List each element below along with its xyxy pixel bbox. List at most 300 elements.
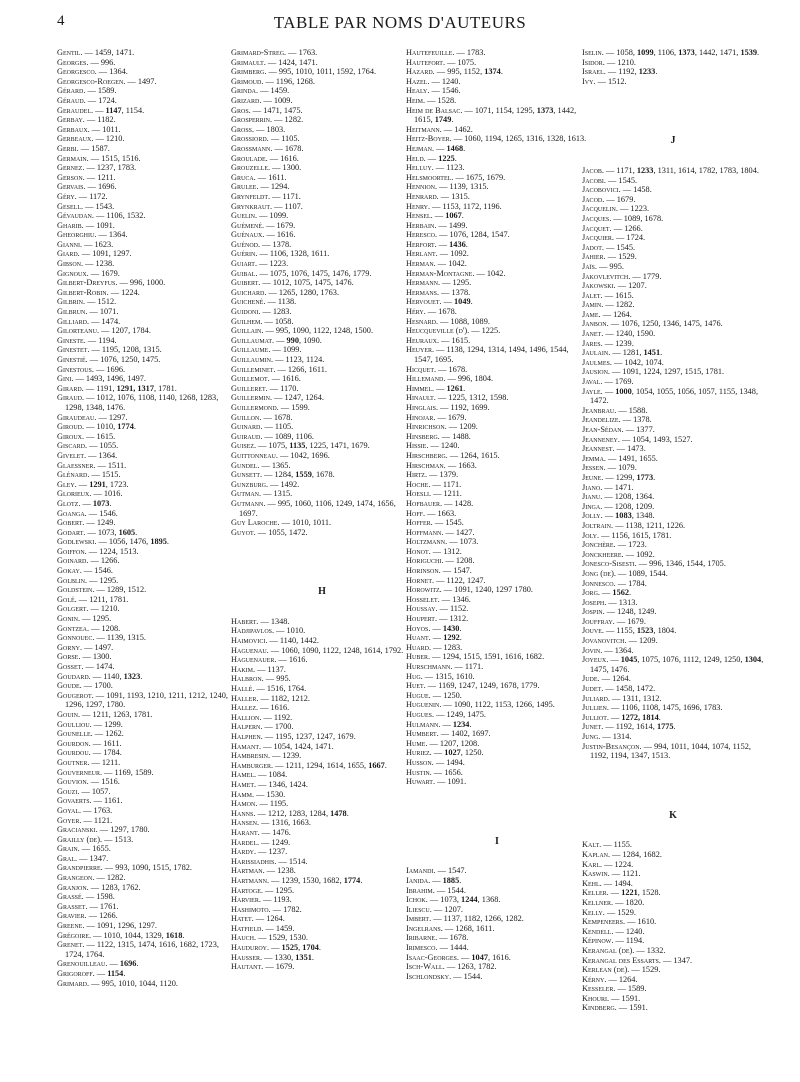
page-refs: 1155, xyxy=(616,626,637,636)
page-refs: 1225. xyxy=(481,326,501,336)
page-refs: 1784. xyxy=(628,578,647,588)
index-entry xyxy=(231,211,413,221)
author-name: Gruca. — xyxy=(231,172,269,182)
page-refs: 1091, 1224, 1297, 1515, 1781. xyxy=(622,367,725,377)
index-entry xyxy=(57,106,239,116)
index-entry xyxy=(57,576,239,586)
index-entry xyxy=(582,579,764,589)
index-entry xyxy=(57,835,239,845)
page-refs: 1170. xyxy=(280,383,299,393)
index-column-2 xyxy=(231,48,413,972)
index-entry xyxy=(406,933,588,943)
author-name: Hume. — xyxy=(406,738,440,748)
page-refs: 1161. xyxy=(104,796,123,806)
page-ref-bold: 1099 xyxy=(637,48,654,57)
author-name: Gutmann. — xyxy=(231,498,278,508)
page-ref-bold: 1618 xyxy=(165,930,183,940)
page-refs: 1761. xyxy=(99,901,119,911)
page-refs: 1249. xyxy=(271,837,291,847)
page-refs: 1803. xyxy=(266,124,286,134)
page-refs: 1315. xyxy=(451,191,470,201)
author-name: Girard. — xyxy=(57,383,97,393)
page-refs: 1091, 1240, 1297 1780. xyxy=(454,585,533,595)
index-entry xyxy=(406,748,588,758)
author-name: Grenet. — xyxy=(57,940,97,950)
index-entry xyxy=(231,761,413,771)
page-refs: 1266, 1611. xyxy=(287,364,327,374)
page-refs: 1516, 1764. xyxy=(266,684,307,694)
index-entry xyxy=(406,125,588,135)
author-name: Guérin. — xyxy=(231,249,270,259)
index-entry xyxy=(231,665,413,675)
page-refs: 1546. xyxy=(94,566,113,576)
index-entry xyxy=(406,633,588,643)
index-entry xyxy=(57,393,239,412)
page-refs: 1073, xyxy=(440,895,462,905)
page-refs: 1239. xyxy=(282,751,302,761)
index-entry xyxy=(582,927,764,937)
index-entry xyxy=(406,365,588,375)
index-entry xyxy=(406,317,588,327)
author-name: Gorse. — xyxy=(57,652,93,662)
author-name: Gutman. — xyxy=(231,489,274,499)
index-entry xyxy=(406,972,588,982)
page-refs: 1378. xyxy=(272,239,292,249)
author-name: Hardy. — xyxy=(231,847,269,857)
author-name: Képinow. — xyxy=(582,936,626,946)
page-refs: 1092. xyxy=(636,549,655,559)
page-refs: 1281, xyxy=(622,348,644,358)
page-refs: . xyxy=(360,875,363,885)
page-refs: 1240. xyxy=(625,926,645,936)
page-refs: 1529. xyxy=(641,965,661,975)
page-refs: , 1804. xyxy=(653,626,677,636)
page-refs: 1248, 1249. xyxy=(617,607,657,617)
author-name: Haguenau. — xyxy=(231,645,282,655)
index-entry xyxy=(406,86,588,96)
index-entry xyxy=(231,962,413,972)
author-name: Gineste. — xyxy=(57,335,99,345)
author-name: Gounelle. — xyxy=(57,729,106,739)
page-ref-bold: 1430 xyxy=(442,623,460,633)
author-name: Gobert. — xyxy=(57,518,97,528)
index-entry xyxy=(582,358,764,368)
page-refs: 1211, 1294, 1614, 1655, xyxy=(285,760,369,770)
author-name: Jares. — xyxy=(582,338,616,348)
page-refs: 1089, 1106. xyxy=(274,431,314,441)
index-entry xyxy=(231,182,413,192)
author-name: Gunsett. — xyxy=(231,470,275,480)
author-name: Jausion. — xyxy=(582,367,623,377)
index-entry xyxy=(406,48,588,58)
index-entry xyxy=(57,863,239,873)
author-name: Georgesco. — xyxy=(57,67,110,77)
page-refs: 1123, 1124. xyxy=(285,355,325,364)
page-ref-bold: 1523 xyxy=(636,626,654,636)
page-refs: , 1475, 1476. xyxy=(590,655,764,674)
page-refs: 1012, 1076, 1108, 1140, 1268, 1283, 1298, 1348, 1476. xyxy=(65,393,219,412)
index-entry xyxy=(406,154,588,164)
page-refs: 1545. xyxy=(618,175,638,185)
author-name: Giraudeau. — xyxy=(57,412,109,422)
author-name: Herlant. — xyxy=(406,249,451,259)
author-name: Ingelrans. — xyxy=(406,923,456,933)
author-name: Hatfield. — xyxy=(231,923,276,933)
page-refs: 1105. xyxy=(281,134,300,144)
author-name: Grossmann. — xyxy=(231,143,285,153)
page-ref-bold: 1704 xyxy=(302,943,319,953)
index-entry xyxy=(582,473,764,483)
page-refs: 1088, 1089. xyxy=(450,316,490,326)
index-entry xyxy=(406,134,588,144)
author-name: Grailly (de). — xyxy=(57,834,115,844)
author-name: Jacob. — xyxy=(582,165,617,175)
page-ref-bold: 1374 xyxy=(484,67,501,77)
index-entry xyxy=(406,106,588,125)
page-refs: 1499. xyxy=(448,220,468,230)
index-entry xyxy=(57,48,239,58)
index-entry xyxy=(406,230,588,240)
page-refs: 1264. xyxy=(266,914,285,924)
index-entry xyxy=(406,499,588,509)
author-name: Haimovici. — xyxy=(231,636,280,646)
author-name: Glénard. — xyxy=(57,470,102,480)
page-refs: 1055, 1472. xyxy=(268,527,308,537)
page-refs: 1210. xyxy=(105,134,125,144)
page-refs: 1010, 1011. xyxy=(292,518,332,528)
author-name: Jaulain. — xyxy=(582,348,623,358)
index-entry xyxy=(57,911,239,921)
index-entry xyxy=(406,729,588,739)
index-entry xyxy=(57,77,239,87)
index-entry xyxy=(582,233,764,243)
page-refs: 1122, 1315, 1474, 1616, 1682, 1723, 1724, 1764. xyxy=(65,940,219,959)
author-name: Huguenin. — xyxy=(406,700,454,710)
author-name: Jeanneney. — xyxy=(582,434,633,444)
index-entry xyxy=(582,262,764,272)
page-ref-bold: 1451 xyxy=(643,348,661,358)
author-name: Gesell. — xyxy=(57,201,96,211)
section-spacer xyxy=(582,86,764,136)
index-entry xyxy=(406,876,588,886)
author-name: Iliescu. — xyxy=(406,904,445,914)
index-entry xyxy=(582,272,764,282)
author-name: Heucqueville (d'). — xyxy=(406,326,482,336)
page-refs: 1284, 1682. xyxy=(622,849,662,859)
page-refs: 1491, 1655. xyxy=(618,453,658,463)
page-refs: . xyxy=(470,297,473,307)
page-ref-bold: 1749 xyxy=(434,115,452,125)
page-refs: 1424, 1471. xyxy=(278,57,318,67)
author-name: Hugue. — xyxy=(406,690,444,700)
page-refs: 1346, 1424. xyxy=(268,779,308,789)
index-entry xyxy=(57,470,239,480)
index-entry xyxy=(231,269,413,279)
author-name: Hillemand. — xyxy=(406,374,458,384)
page-refs: 1191, xyxy=(96,383,117,393)
page-refs: 1076, 1284, 1547. xyxy=(449,230,510,240)
author-name: Gonin. — xyxy=(57,614,93,624)
index-entry xyxy=(231,943,413,953)
page-ref-bold: 1233 xyxy=(636,165,654,175)
page-refs: 1105. xyxy=(274,422,294,432)
author-name: Héry. — xyxy=(406,307,439,317)
page-refs: 1493, 1496, 1497. xyxy=(85,374,146,384)
index-entry xyxy=(406,211,588,221)
index-entry xyxy=(231,646,413,656)
author-name: Goldstein. — xyxy=(57,585,107,595)
page-refs: 1209. xyxy=(459,422,478,432)
index-entry xyxy=(406,895,588,905)
author-name: Géry. — xyxy=(57,191,90,201)
page-refs: 1779. xyxy=(642,271,662,281)
index-entry xyxy=(582,300,764,310)
author-name: Jeannest. — xyxy=(582,444,628,454)
author-name: Kerangal (de). — xyxy=(582,945,647,955)
author-name: Gianni. — xyxy=(57,239,95,249)
author-name: Herman-Montagne. — xyxy=(406,268,487,278)
page-refs: 1678. xyxy=(284,143,304,153)
author-name: Horiguchi. — xyxy=(406,556,456,566)
author-name: Georgesco-Roegen. — xyxy=(57,76,138,86)
page-refs: 1528. xyxy=(437,95,457,105)
author-name: Hennion. — xyxy=(406,182,450,192)
index-entry xyxy=(231,115,413,125)
index-entry xyxy=(582,224,764,234)
page-refs: . xyxy=(182,930,185,940)
page-refs: 1153, 1172, 1196. xyxy=(442,201,502,211)
author-name: Jahier. — xyxy=(582,252,619,262)
author-name: Hauch. — xyxy=(231,933,269,943)
page-refs: . xyxy=(660,348,663,358)
page-refs: 1300. xyxy=(92,652,112,662)
page-refs: 1675, 1679. xyxy=(465,172,506,182)
author-name: Grangeon. — xyxy=(57,873,107,883)
author-name: Guinard. — xyxy=(231,422,275,432)
index-entry xyxy=(57,297,239,307)
page-refs: 1347. xyxy=(673,955,693,965)
index-entry xyxy=(57,192,239,202)
page-refs: , 1678. xyxy=(311,470,335,480)
page-refs: 1295. xyxy=(452,278,472,288)
page-refs: 1347. xyxy=(89,853,109,863)
page-refs: 1171. xyxy=(442,479,462,489)
page-refs: 1042, 1696. xyxy=(290,450,330,460)
page-refs: 1530. xyxy=(266,789,286,799)
page-ref-bold: 1605 xyxy=(118,527,136,537)
index-entry xyxy=(406,374,588,384)
author-name: Govaerts. — xyxy=(57,796,105,806)
author-name: Isaac-Georges. — xyxy=(406,952,472,962)
index-entry xyxy=(582,204,764,214)
index-entry xyxy=(231,866,413,876)
page-refs: 1223. xyxy=(269,259,289,269)
index-entry xyxy=(406,604,588,614)
index-entry xyxy=(57,115,239,125)
page-refs: 1769. xyxy=(614,377,634,387)
author-name: Guillermin. — xyxy=(231,393,285,403)
page-ref-bold: 1047 xyxy=(471,952,488,962)
page-refs: 995, 1090, 1122, 1248, 1500. xyxy=(275,326,374,336)
page-refs: 1211, 1781. xyxy=(89,594,129,604)
index-entry xyxy=(406,422,588,432)
page-refs: . xyxy=(311,952,314,962)
author-name: Huwart. — xyxy=(406,777,448,787)
author-name: Godlewski. — xyxy=(57,537,109,547)
page-refs: 1263, 1782. xyxy=(457,962,497,972)
page-refs: 993, 1090, 1515, 1782. xyxy=(115,863,192,873)
page-refs: 1295. xyxy=(275,885,295,895)
index-entry xyxy=(582,994,764,1004)
index-entry xyxy=(57,125,239,135)
author-name: Harvier. — xyxy=(231,895,274,905)
page-refs: 1084. xyxy=(268,770,288,780)
index-entry xyxy=(231,617,413,627)
page-refs: , 1311, 1614, 1782, 1783, 1804. xyxy=(653,165,759,175)
author-name: Held. — xyxy=(406,153,439,163)
page-refs: 1611. xyxy=(268,172,287,182)
index-entry xyxy=(582,1003,764,1013)
page-refs: , 1090. xyxy=(298,335,322,345)
index-entry xyxy=(57,355,239,365)
index-entry xyxy=(406,595,588,605)
index-entry xyxy=(406,566,588,576)
author-name: Hosselet. — xyxy=(406,594,453,604)
page-refs: 1474. xyxy=(95,662,115,671)
page-refs: 1364. xyxy=(98,450,118,460)
author-name: Jong (de). — xyxy=(582,568,629,578)
page-refs: 1474. xyxy=(101,316,121,326)
page-ref-bold: 1525 xyxy=(281,943,299,953)
author-name: Guiart. — xyxy=(231,259,270,269)
index-entry xyxy=(57,892,239,902)
page-refs: 1615. xyxy=(615,290,634,300)
page-refs: , 1348. xyxy=(631,511,655,521)
page-refs: 1010, xyxy=(96,422,118,432)
page-refs: 1679. xyxy=(627,616,646,626)
page-refs: , 1154. xyxy=(121,105,145,115)
page-refs: 995, 1010, 1044, 1120. xyxy=(101,978,178,988)
author-name: Gracianski. — xyxy=(57,825,111,835)
page-refs: 1073. xyxy=(459,537,479,547)
page-refs: 1207. xyxy=(628,281,647,291)
index-entry xyxy=(406,662,588,672)
author-name: Gravier. — xyxy=(57,911,100,921)
index-entry xyxy=(231,742,413,752)
author-name: Heuraux. — xyxy=(406,335,452,345)
author-name: Kellner. — xyxy=(582,897,626,907)
page-refs: 1315. xyxy=(273,489,293,499)
page-refs: 1092. xyxy=(450,249,469,259)
index-entry xyxy=(582,936,764,946)
page-refs: 1476. xyxy=(272,827,291,837)
page-refs: 1299, xyxy=(615,472,637,482)
index-entry xyxy=(406,307,588,317)
author-name: Heuyer. — xyxy=(406,345,447,355)
index-entry xyxy=(582,860,764,870)
page-refs: 1171. xyxy=(464,662,484,671)
page-refs: . xyxy=(459,633,462,643)
index-entry xyxy=(406,413,588,423)
page-refs: 1042, 1074. xyxy=(624,357,664,367)
section-spacer xyxy=(406,787,588,837)
section-spacer xyxy=(231,537,413,587)
page-refs: . xyxy=(166,537,169,547)
author-name: Glorieux. — xyxy=(57,489,104,499)
index-entry xyxy=(57,317,239,327)
author-name: Justin-Besançon. — xyxy=(582,741,655,751)
page-refs: . xyxy=(133,422,136,432)
index-entry xyxy=(57,547,239,557)
page-ref-bold: 1291, 1317 xyxy=(116,383,154,393)
index-entry xyxy=(57,768,239,778)
index-entry xyxy=(231,626,413,636)
page-refs: 1171, xyxy=(616,165,637,175)
index-entry xyxy=(406,489,588,499)
page-refs: 1208. xyxy=(101,623,121,633)
index-entry xyxy=(406,953,588,963)
page-refs: . xyxy=(318,943,321,953)
author-name: Gerbi. — xyxy=(57,143,92,153)
page-refs: 1332. xyxy=(646,945,666,955)
page-refs: 1598. xyxy=(96,892,115,902)
author-name: Helsmoortel. — xyxy=(406,172,466,182)
index-entry xyxy=(582,674,764,684)
page-refs: . xyxy=(454,153,457,163)
author-name: Haller. — xyxy=(231,693,271,703)
author-name: Kelly. — xyxy=(582,907,618,917)
page-refs: 1444. xyxy=(449,943,469,953)
page-refs: 1283. xyxy=(272,307,292,317)
index-entry xyxy=(231,154,413,164)
index-entry xyxy=(406,614,588,624)
page-refs: 1299. xyxy=(104,719,123,729)
author-name: Harissiadhis. — xyxy=(231,856,289,866)
page-refs: 1195, 1208, 1315. xyxy=(101,345,162,355)
page-refs: . xyxy=(459,875,462,885)
page-refs: 1207, 1784. xyxy=(111,326,151,336)
index-entry xyxy=(582,531,764,541)
author-name: Israel. — xyxy=(582,67,619,77)
author-name: Hinrichson. — xyxy=(406,422,460,432)
page-refs: 1428. xyxy=(454,498,474,508)
author-name: Groulade. — xyxy=(231,153,281,163)
author-name: Helluy. — xyxy=(406,163,447,173)
author-name: Hautefort. — xyxy=(406,57,458,67)
page-refs: 1268, 1611. xyxy=(455,923,495,933)
page-refs: 994, 1011, 1044, 1074, 1152, 1192, 1194, 1347, 1513. xyxy=(590,741,751,761)
index-column-1 xyxy=(57,48,239,988)
page-ref-bold: 1436 xyxy=(449,239,466,249)
index-entry xyxy=(231,77,413,87)
author-name: Hautant. — xyxy=(231,962,276,972)
author-name: Grizard. — xyxy=(231,95,274,105)
index-entry xyxy=(582,492,764,502)
index-entry xyxy=(582,694,764,704)
index-entry xyxy=(582,521,764,531)
page-refs: 1071, 1154, 1295, xyxy=(474,105,537,115)
page-refs: . xyxy=(655,67,658,77)
author-name: Joltrain. — xyxy=(582,520,626,530)
index-entry xyxy=(231,847,413,857)
page-refs: 1378. xyxy=(633,415,652,425)
page-refs: 1137. xyxy=(267,664,286,674)
page-refs: 1172. xyxy=(89,191,108,201)
page-ref-bold: 1468 xyxy=(446,143,464,153)
page-refs: 1544. xyxy=(463,971,483,981)
index-entry xyxy=(582,975,764,985)
index-entry xyxy=(231,751,413,761)
